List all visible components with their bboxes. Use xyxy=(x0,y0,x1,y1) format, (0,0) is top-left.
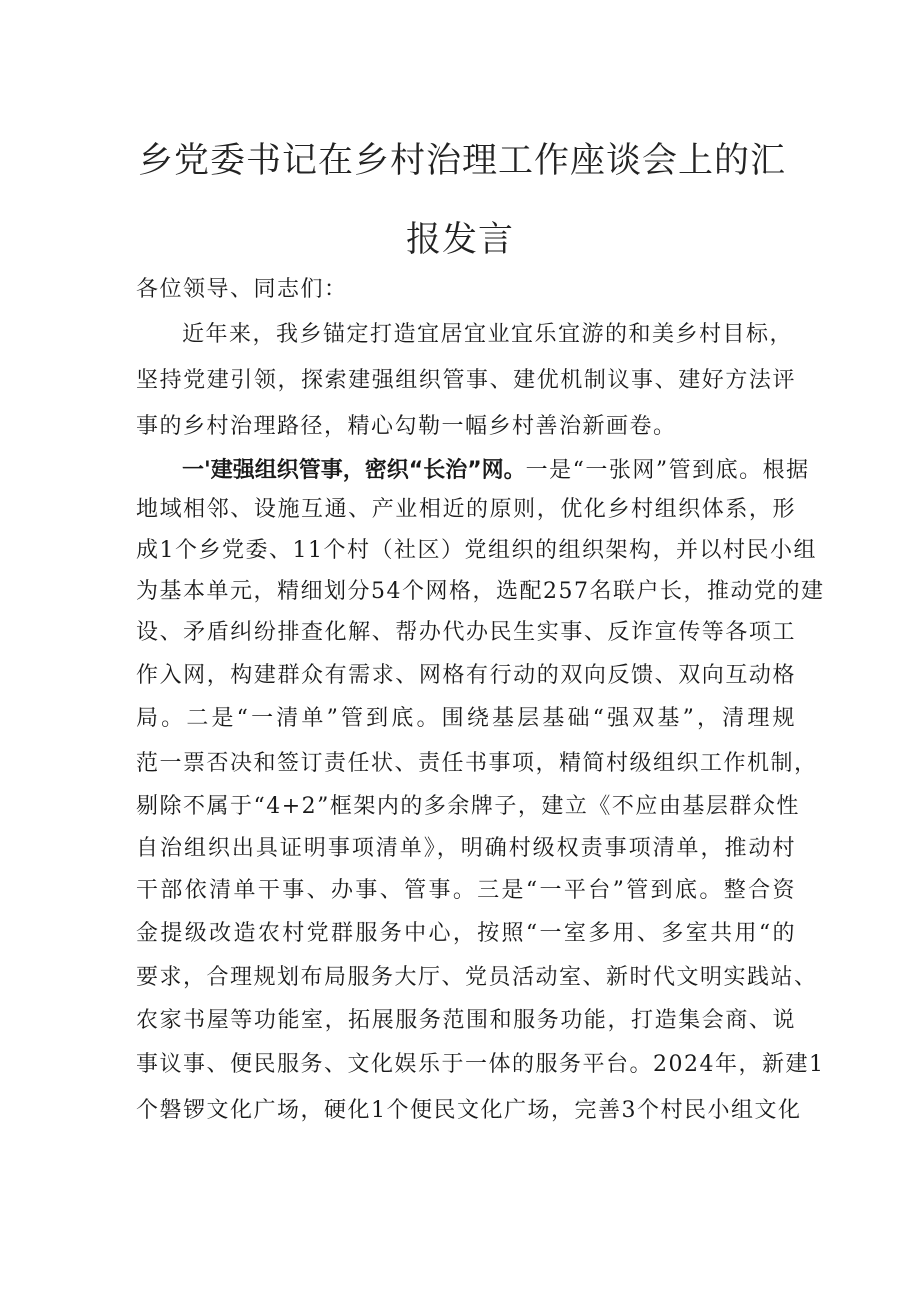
paragraph-line: 近年来，我乡锚定打造宜居宜业宜乐宜游的和美乡村目标， xyxy=(182,322,794,347)
salutation: 各位领导、同志们： xyxy=(136,277,348,302)
paragraph-line: 金提级改造农村党群服务中心，按照“一室多用、多室共用“的 xyxy=(136,921,796,946)
paragraph-line: 地域相邻、设施互通、产业相近的原则，优化乡村组织体系，形 xyxy=(136,497,796,522)
paragraph-line: 局。二是“一清单”管到底。围绕基层基础“强双基”，清理规 xyxy=(136,706,796,731)
paragraph-text: 一是“一张网”管到底。根据 xyxy=(525,458,810,483)
paragraph-line: 坚持党建引领，探索建强组织管事、建优机制议事、建好方法评 xyxy=(136,368,796,393)
paragraph-line: 干部依清单干事、办事、管事。三是“一平台”管到底。整合资 xyxy=(136,878,796,903)
paragraph-line xyxy=(182,456,810,486)
paragraph-line: 事的乡村治理路径，精心勾勒一幅乡村善治新画卷。 xyxy=(136,414,677,439)
document-title-line-1: 乡党委书记在乡村治理工作座谈会上的汇 xyxy=(138,141,787,181)
paragraph-line: 范一票否决和签订责任状、责任书事项，精简村级组织工作机制， xyxy=(136,751,818,776)
paragraph-line: 成1个乡党委、11个村（社区）党组织的组织架构，并以村民小组 xyxy=(136,538,817,563)
paragraph-line: 农家书屋等功能室，拓展服务范围和服务功能，打造集会商、说 xyxy=(136,1008,796,1033)
paragraph-line: 事议事、便民服务、文化娱乐于一体的服务平台。2024年，新建1 xyxy=(136,1052,825,1077)
paragraph-line: 为基本单元，精细划分54个网格，选配257名联户长，推动党的建 xyxy=(136,579,825,604)
paragraph-line: 设、矛盾纠纷排查化解、帮办代办民生实事、反诈宣传等各项工 xyxy=(136,620,796,645)
section-heading: 一'建强组织管事，密织“长治”网。 xyxy=(182,458,526,483)
paragraph-line: 作入网，构建群众有需求、网格有行动的双向反馈、双向互动格 xyxy=(136,663,796,688)
paragraph-line: 个磐锣文化广场，硬化1个便民文化广场，完善3个村民小组文化 xyxy=(136,1098,802,1123)
paragraph-line: 自治组织出具证明事项清单》，明确村级权责事项清单，推动村 xyxy=(136,836,796,861)
paragraph-line: 要求，合理规划布局服务大厅、党员活动室、新时代文明实践站、 xyxy=(136,965,818,990)
paragraph-line: 剔除不属于“4+2”框架内的多余牌子，建立《不应由基层群众性 xyxy=(136,794,800,819)
document-title-line-2: 报发言 xyxy=(405,220,514,260)
